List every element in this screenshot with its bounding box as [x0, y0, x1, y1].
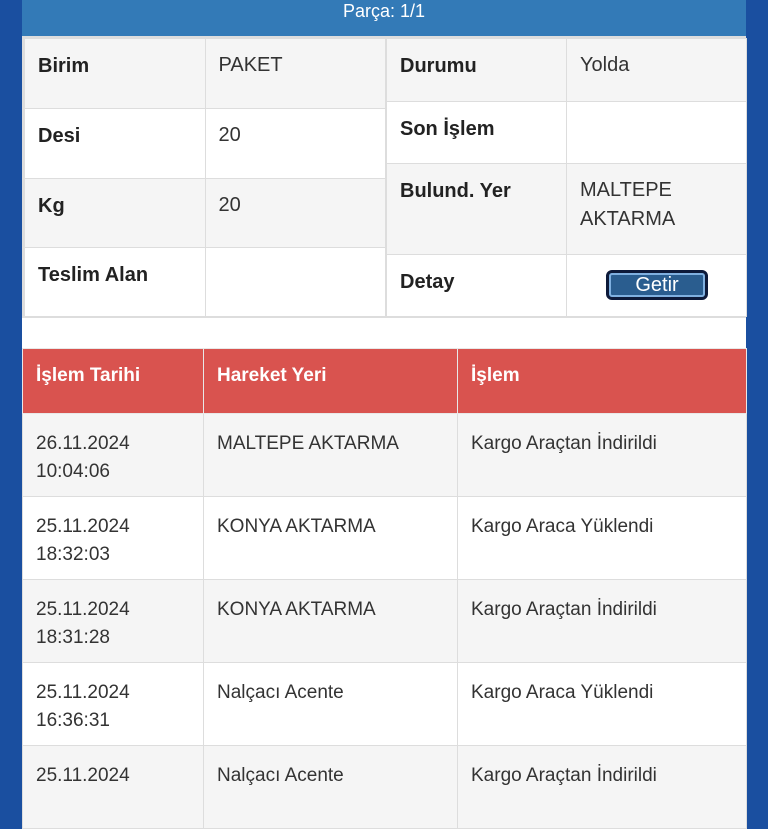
- column-header-location: Hareket Yeri: [204, 349, 458, 414]
- detail-value: 20: [205, 109, 386, 179]
- move-date: 25.11.2024: [36, 516, 130, 537]
- part-header: [22, 0, 746, 36]
- move-datetime: [23, 497, 204, 580]
- shipment-details: [22, 36, 746, 318]
- detail-label: Detay: [387, 255, 567, 317]
- move-action: Kargo Araca Yüklendi: [458, 663, 747, 746]
- detail-row-detail: [387, 255, 747, 317]
- move-location: MALTEPE AKTARMA: [204, 414, 458, 497]
- part-label: Parça: 1/1: [342, 1, 426, 21]
- move-datetime: [23, 746, 204, 829]
- table-row: [23, 580, 747, 663]
- details-right-table: [386, 38, 747, 317]
- detail-row-receiver: [25, 248, 386, 317]
- move-datetime: [23, 580, 204, 663]
- detail-row-kg: [25, 179, 386, 248]
- detail-label: Durumu: [387, 39, 567, 102]
- detail-label: Birim: [25, 39, 206, 109]
- move-action: Kargo Araçtan İndirildi: [458, 580, 747, 663]
- move-datetime: [23, 663, 204, 746]
- move-location: KONYA AKTARMA: [204, 497, 458, 580]
- detail-label: Desi: [25, 109, 206, 179]
- move-time: 10:04:06: [36, 461, 110, 482]
- move-date: 25.11.2024: [36, 682, 130, 703]
- move-action: Kargo Araca Yüklendi: [458, 497, 747, 580]
- getir-button[interactable]: Getir: [606, 270, 708, 300]
- details-left-table: [24, 38, 386, 317]
- detail-value: Yolda: [567, 39, 747, 102]
- detail-value: 20: [205, 179, 386, 248]
- shipment-detail-panel: [22, 0, 746, 786]
- move-location: Nalçacı Acente: [204, 746, 458, 829]
- column-header-date: İşlem Tarihi: [23, 349, 204, 414]
- detail-action-cell: [567, 255, 747, 317]
- move-action: Kargo Araçtan İndirildi: [458, 746, 747, 829]
- detail-row-unit: [25, 39, 386, 109]
- detail-row-location: [387, 164, 747, 255]
- column-header-action: İşlem: [458, 349, 747, 414]
- detail-row-desi: [25, 109, 386, 179]
- move-date: 26.11.2024: [36, 433, 130, 454]
- move-action: Kargo Araçtan İndirildi: [458, 414, 747, 497]
- detail-label: Son İşlem: [387, 102, 567, 164]
- detail-value: [567, 102, 747, 164]
- move-location: KONYA AKTARMA: [204, 580, 458, 663]
- detail-label: Kg: [25, 179, 206, 248]
- table-row: [23, 497, 747, 580]
- move-datetime: [23, 414, 204, 497]
- detail-value: PAKET: [205, 39, 386, 109]
- detail-label: Bulund. Yer: [387, 164, 567, 255]
- move-date: 25.11.2024: [36, 599, 130, 620]
- detail-label: Teslim Alan: [25, 248, 206, 317]
- move-time: 18:32:03: [36, 544, 110, 565]
- move-time: 18:31:28: [36, 627, 110, 648]
- detail-row-last-action: [387, 102, 747, 164]
- detail-value: [205, 248, 386, 317]
- move-date: 25.11.2024: [36, 765, 130, 786]
- table-row: [23, 414, 747, 497]
- detail-row-status: [387, 39, 747, 102]
- move-location: Nalçacı Acente: [204, 663, 458, 746]
- table-row: [23, 746, 747, 829]
- movements-header-row: [23, 349, 747, 414]
- movements-table: [22, 348, 747, 829]
- table-row: [23, 663, 747, 746]
- detail-value: MALTEPE AKTARMA: [567, 164, 747, 255]
- move-time: 16:36:31: [36, 710, 110, 731]
